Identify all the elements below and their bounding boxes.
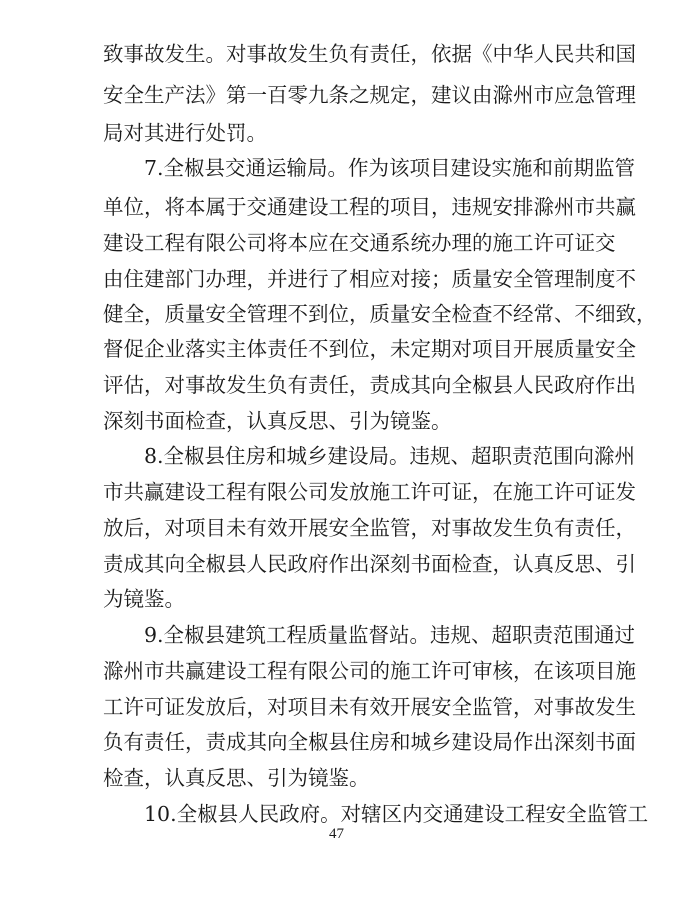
text-line: 安全生产法》第一百零九条之规定，建议由滁州市应急管理	[103, 83, 636, 107]
text-line: 工许可证发放后，对项目未有效开展安全监管，对事故发生	[103, 695, 636, 719]
text-line: 放后，对项目未有效开展安全监管，对事故发生负有责任，	[103, 516, 636, 540]
page-number: 47	[329, 826, 344, 842]
text-line: 健全，质量安全管理不到位，质量安全检查不经常、不细致，	[103, 302, 657, 326]
section-8-heading-line: 8.全椒县住房和城乡建设局。违规、超职责范围向滁州	[144, 444, 636, 468]
text-line: 责成其向全椒县人民政府作出深刻书面检查，认真反思、引	[103, 552, 636, 576]
text-line: 评估，对事故发生负有责任，责成其向全椒县人民政府作出	[103, 373, 636, 397]
text-line: 致事故发生。对事故发生负有责任，依据《中华人民共和国	[103, 42, 636, 66]
text-line: 市共赢建设工程有限公司发放施工许可证，在施工许可证发	[103, 480, 636, 504]
text-line: 负有责任，责成其向全椒县住房和城乡建设局作出深刻书面	[103, 730, 636, 754]
text-line: 检查，认真反思、引为镜鉴。	[103, 766, 370, 790]
section-10-heading-line: 10.全椒县人民政府。对辖区内交通建设工程安全监管工	[144, 802, 649, 826]
text-line: 督促企业落实主体责任不到位，未定期对项目开展质量安全	[103, 337, 636, 361]
text-line: 单位，将本属于交通建设工程的项目，违规安排滁州市共赢	[103, 195, 636, 219]
text-line: 局对其进行处罚。	[103, 121, 267, 145]
text-line: 滁州市共赢建设工程有限公司的施工许可审核，在该项目施	[103, 659, 636, 683]
section-7-heading-line: 7.全椒县交通运输局。作为该项目建设实施和前期监管	[144, 156, 636, 180]
text-line: 深刻书面检查，认真反思、引为镜鉴。	[103, 409, 452, 433]
text-line: 为镜鉴。	[103, 587, 185, 611]
section-9-heading-line: 9.全椒县建筑工程质量监督站。违规、超职责范围通过	[144, 623, 636, 647]
text-line: 建设工程有限公司将本应在交通系统办理的施工许可证交	[103, 231, 616, 255]
text-line: 由住建部门办理，并进行了相应对接；质量安全管理制度不	[103, 267, 636, 291]
